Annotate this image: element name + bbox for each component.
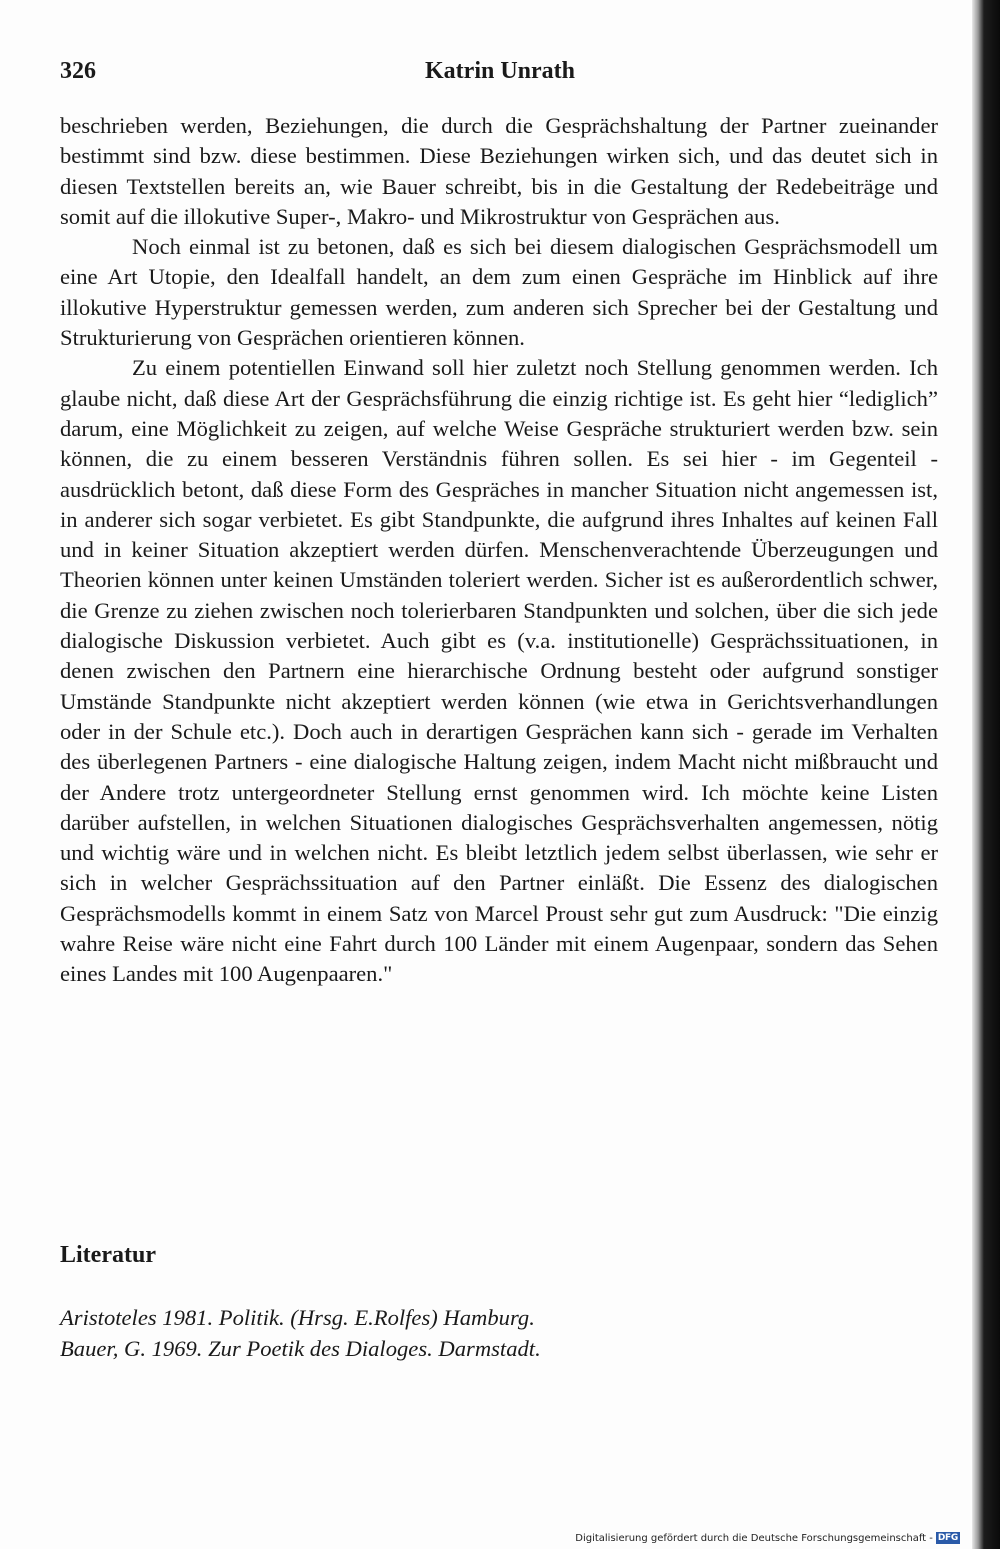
- credit-text: Digitalisierung gefördert durch die Deutsche Forschungsgemeinschaft -: [575, 1532, 933, 1544]
- running-head-author: Katrin Unrath: [425, 58, 575, 84]
- dfg-logo: DFG: [937, 1533, 958, 1543]
- reference-list: [60, 1302, 940, 1364]
- paragraph-einwand: Zu einem potentiellen Einwand soll hier zuletzt noch Stellung genommen werden. Ich glaube nicht, daß diese Art der Gesprächsführung die einzig richtige ist. Es geht hier “lediglich” darum, eine Möglichkeit zu zeigen, auf welche Weise Gespräche strukturiert werden bzw. sein können, die zu einem besseren Verständnis führen sollen. Es sei hier - im Gegenteil - ausdrücklich betont, daß diese Form des Gespräches in mancher Situation nicht angemessen ist, in anderer sich sogar verbietet. Es gibt Standpunkte, die aufgrund ihres Inhaltes auf keinen Fall und in keiner Situation akzeptiert werden dürfen. Menschenverachtende Überzeugungen und Theorien können unter keinen Umständen toleriert werden. Sicher ist es außerordentlich schwer, die Grenze zu ziehen zwischen noch tolerierbaren Standpunkten und solchen, über die sich jede dialogische Diskussion verbietet. Auch gibt es (v.a. institutionelle) Gesprächssituationen, in denen zwischen den Partnern eine hierarchische Ordnung besteht oder aufgrund sonstiger Umstände Standpunkte nicht akzeptiert werden können (wie etwa in Gerichtsverhandlungen oder in der Schule etc.). Doch auch in derartigen Gesprächen kann sich - gerade im Verhalten des überlegenen Partners - eine dialogische Haltung zeigen, indem Macht nicht mißbraucht und der Andere trotz untergeordneter Stellung ernst genommen wird. Ich möchte keine Listen darüber aufstellen, in welchen Situationen dialogisches Gesprächsverhalten angemessen, nötig und wichtig wäre und in welchen nicht. Es bleibt letztlich jedem selbst überlassen, wie sehr er sich in welcher Gesprächssituation auf den Partner einläßt. Die Essenz des dialogischen Gesprächsmodells kommt in einem Satz von Marcel Proust sehr gut zum Ausdruck: "Die einzig wahre Reise wäre nicht eine Fahrt durch 100 Länder mit einem Augenpaar, sondern das Sehen eines Landes mit 100 Augenpaaren.": [60, 355, 938, 987]
- paragraph-continuation: beschrieben werden, Beziehungen, die durch die Gesprächshaltung der Partner zueinander bestimmt sind bzw. diese bestimmen. Diese Beziehungen wirken sich, und das deutet sich in diesen Textstellen bereits an, wie Bauer schreibt, bis in die Gestaltung der Redebeiträge und somit auf die illokutive Super-, Makro- und Mikrostruktur von Gesprächen aus.: [60, 113, 938, 229]
- section-heading-literatur: Literatur: [60, 1242, 156, 1268]
- paragraph-utopie: Noch einmal ist zu betonen, daß es sich bei diesem dialogischen Gesprächsmodell um eine Art Utopie, den Idealfall handelt, an dem zum einen Gespräche im Hinblick auf ihre illokutive Hyperstruktur gemessen werden, zum anderen sich Sprecher bei der Gestaltung und Strukturierung von Gesprächen orientieren können.: [60, 234, 938, 351]
- reference-entry: Bauer, G. 1969. Zur Poetik des Dialoges. Darmstadt.: [60, 1336, 541, 1361]
- page-number: 326: [60, 58, 96, 84]
- body-text: [60, 111, 938, 990]
- reference-entry: Aristoteles 1981. Politik. (Hrsg. E.Rolfes) Hamburg.: [60, 1305, 535, 1330]
- page-header: [60, 58, 940, 94]
- digitization-credit: [575, 1532, 960, 1544]
- binding-edge-shadow: [972, 0, 1000, 1549]
